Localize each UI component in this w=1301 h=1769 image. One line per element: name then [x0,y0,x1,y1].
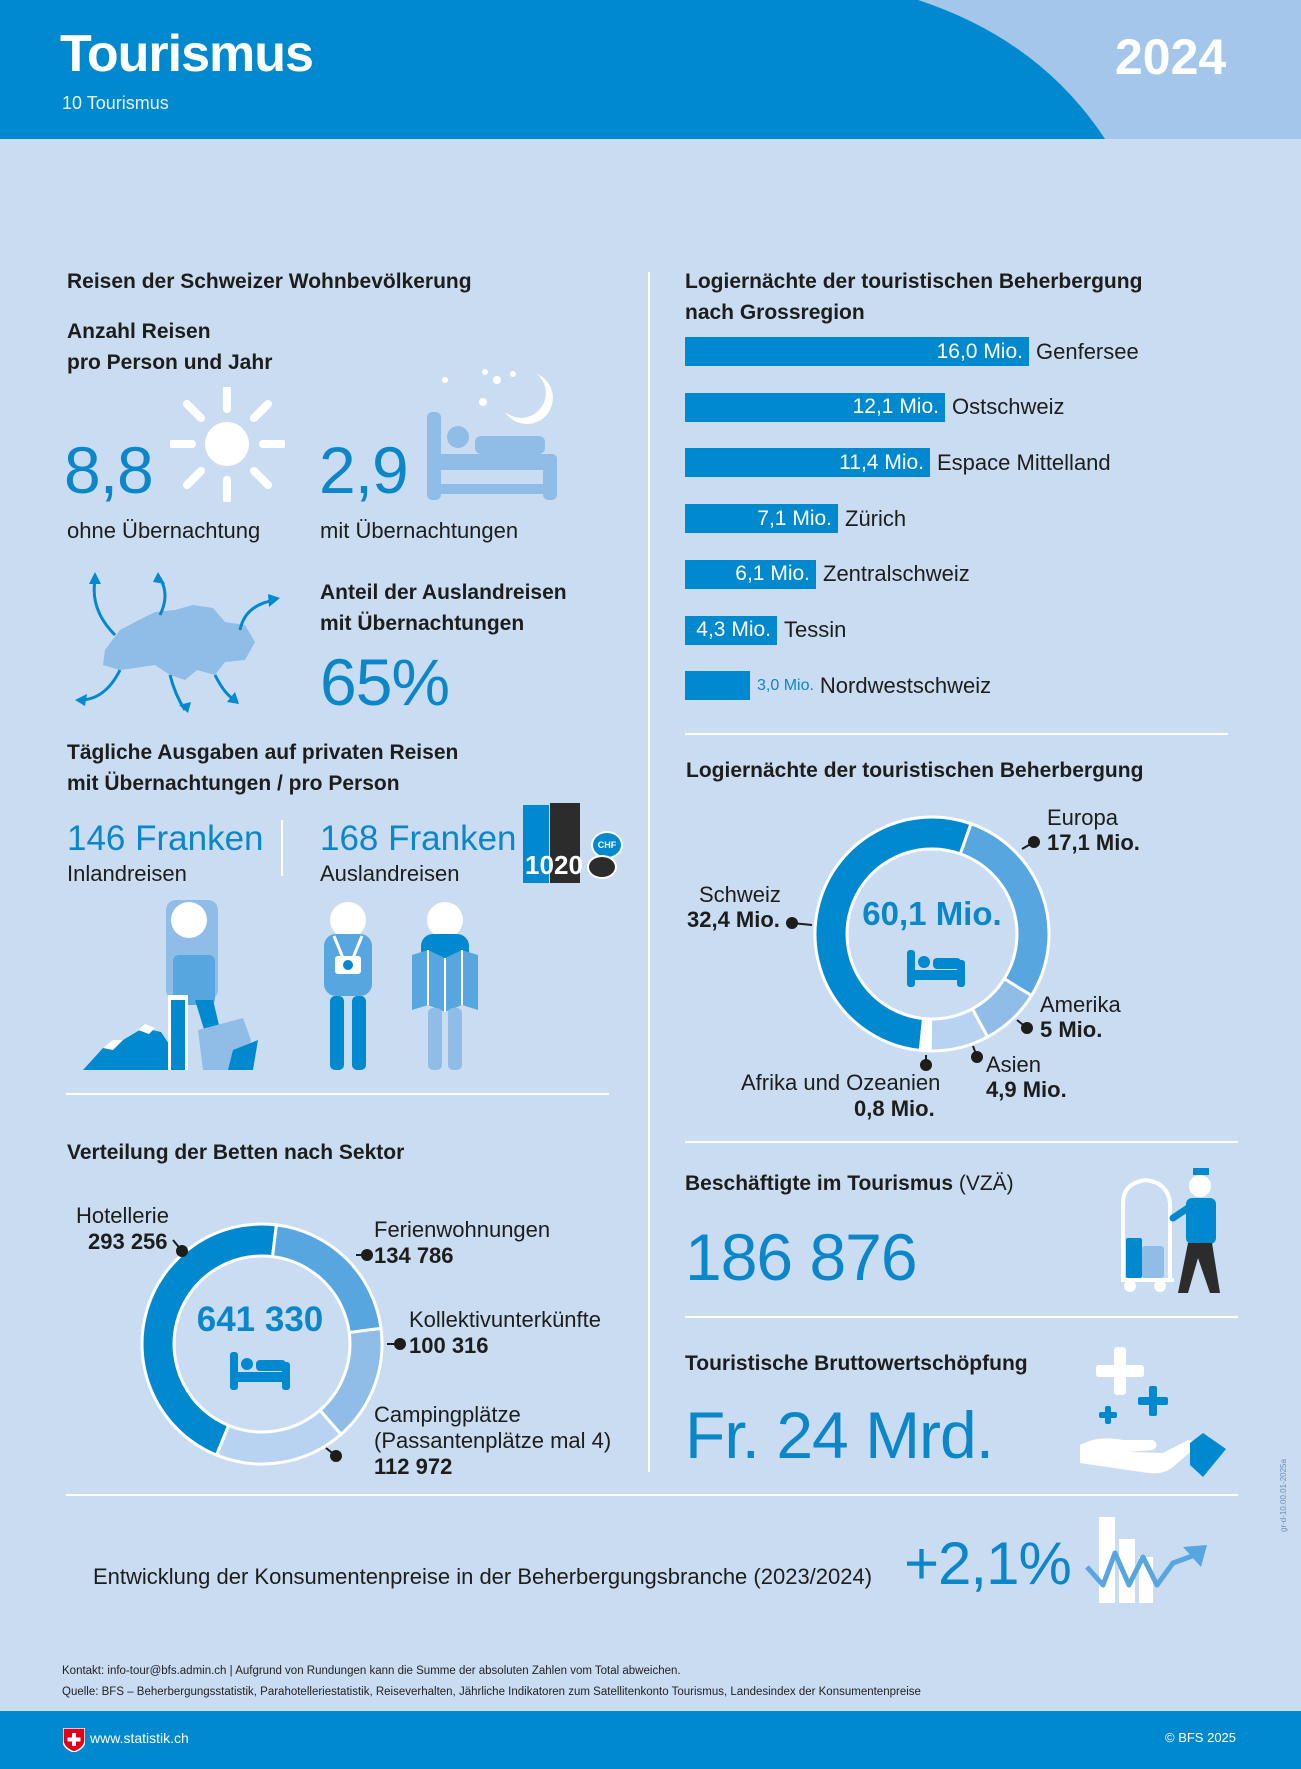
region-bar-row [685,616,846,645]
bed-moon-icon [425,362,560,502]
region-bar [685,448,930,477]
banknotes-icon: 10 20 CHF [523,803,621,883]
region-bar-label: Nordwestschweiz [819,672,992,698]
tourist-map-icon [410,900,480,1072]
prices-label: Entwicklung der Konsumentenpreise in der Beherbergungsbranche (2023/2024) [93,1564,873,1589]
region-bar-value: 3,0 Mio. [757,676,814,694]
page-title: Tourismus [60,25,313,83]
abroad-spending-label: Auslandreisen [320,861,460,886]
bed-icon [230,1352,290,1390]
beds-apartments-label: Ferienwohnungen [374,1217,551,1242]
region-bar [685,337,1029,366]
region-bar-label: Genfersee [1036,338,1139,364]
value-added-value: Fr. 24 Mrd. [685,1398,994,1472]
tourist-camera-icon [320,900,380,1072]
prices-value: +2,1% [904,1530,1071,1597]
trips-with-value: 2,9 [319,433,408,507]
region-bar-value: 11,4 Mio. [839,450,924,474]
nights-donut-chart [813,815,1051,1053]
regions-heading-line2: nach Grossregion [685,301,865,324]
employment-heading-row [685,1172,1014,1196]
beds-camping-sublabel: (Passantenplätze mal 4) [374,1428,612,1453]
domestic-spending-value: 146 Franken [67,819,264,858]
swiss-crest-icon [63,1728,85,1752]
beds-hotels-value: 293 256 [88,1229,168,1254]
abroad-heading-line2: mit Übernachtungen [320,612,525,635]
beds-collective-label: Kollektivunterkünfte [409,1307,601,1332]
nights-africa-label: Afrika und Ozeanien [741,1070,941,1095]
spending-divider [281,820,283,876]
nights-swiss-label: Schweiz [699,882,781,907]
footer-bar [0,1711,1301,1769]
region-bar-value: 16,0 Mio. [936,339,1023,363]
nights-segment-0 [815,817,971,1050]
footer-url[interactable]: www.statistik.ch [90,1730,189,1746]
header-banner [0,0,1301,139]
domestic-spending-label: Inlandreisen [67,861,187,886]
employment-heading: Beschäftigte im Tourismus [685,1172,953,1195]
region-bar-row [685,393,1064,422]
region-bar [685,504,838,533]
nights-swiss-value: 32,4 Mio. [687,907,780,932]
hiker-icon [83,900,258,1072]
nights-europe-value: 17,1 Mio. [1047,830,1140,855]
beds-camping-value: 112 972 [374,1454,453,1479]
regions-heading-line1: Logiernächte der touristischen Beherbergung [685,270,1143,293]
region-bar-row [685,560,970,589]
page-subtitle: 10 Tourismus [62,93,169,113]
right-divider-1 [685,733,1228,735]
region-bar-label: Espace Mittelland [937,449,1111,475]
contact-note: Kontakt: info-tour@bfs.admin.ch | Aufgrund von Rundungen kann die Summe der absoluten Zahlen vom Total abweichen. [62,1665,681,1677]
nights-heading: Logiernächte der touristischen Beherbergung [686,759,1144,782]
trips-without-value: 8,8 [64,433,153,507]
region-bar-row [685,337,1139,366]
region-bar-value: 7,1 Mio. [757,506,832,530]
beds-heading: Verteilung der Betten nach Sektor [67,1141,405,1164]
region-bar [685,560,816,589]
nights-total: 60,1 Mio. [862,895,1002,932]
region-bar [685,616,777,645]
nights-segment-4 [920,1019,930,1051]
hotel-porter-icon [1118,1168,1226,1296]
hand-plus-icon [1078,1345,1228,1480]
beds-camping-label: Campingplätze [374,1402,521,1427]
nights-asia-value: 4,9 Mio. [986,1077,1067,1102]
beds-hotels-label: Hotellerie [76,1203,169,1228]
source-note: Quelle: BFS – Beherbergungsstatistik, Parahotelleriestatistik, Reiseverhalten, Jährliche Indikatoren zum Satellitenkonto Tourismus, Landesindex der Konsumentenpreise [62,1686,921,1698]
abroad-heading-line1: Anteil der Auslandreisen [320,581,567,604]
beds-apartments-value: 134 786 [374,1243,454,1268]
region-bar-value: 4,3 Mio. [696,618,771,641]
beds-segment-3 [217,1410,341,1464]
nights-asia-label: Asien [986,1052,1042,1077]
travel-heading: Reisen der Schweizer Wohnbevölkerung [67,270,472,293]
price-trend-icon [1085,1517,1210,1605]
year-label: 2024 [1115,29,1227,85]
region-bar-value: 12,1 Mio. [852,395,939,419]
region-bar-label: Zürich [845,505,907,531]
trips-without-label: ohne Übernachtung [67,518,261,543]
footer-copyright: © BFS 2025 [1165,1730,1237,1745]
nights-europe-label: Europa [1047,805,1118,830]
nights-bed-icon [907,950,965,987]
column-divider [648,272,650,1472]
region-bar-label: Zentralschweiz [823,561,970,587]
side-code: gr-d-10.00.01-2025a [1279,1459,1288,1532]
spending-heading-line2: mit Übernachtungen / pro Person [67,772,400,795]
beds-segment-2 [320,1328,382,1434]
beds-donut-chart [140,1222,384,1466]
region-bar-row [685,448,1111,477]
region-bar-row [685,504,906,533]
region-bar-value: 6,1 Mio. [735,562,810,586]
abroad-share-value: 65% [320,645,450,719]
sun-icon [170,387,285,502]
beds-collective-value: 100 316 [409,1333,489,1358]
region-bar [685,671,750,700]
bottom-divider [66,1494,1238,1496]
trips-heading-line1: Anzahl Reisen [67,320,211,343]
spending-heading-line1: Tägliche Ausgaben auf privaten Reisen [67,741,459,764]
value-added-heading: Touristische Bruttowertschöpfung [685,1352,1028,1375]
region-bar-label: Ostschweiz [952,394,1065,420]
nights-america-label: Amerika [1040,992,1121,1017]
right-divider-3 [685,1316,1238,1318]
trips-with-label: mit Übernachtungen [320,518,519,543]
nights-africa-value: 0,8 Mio. [854,1096,935,1121]
beds-total: 641 330 [196,1300,324,1339]
abroad-spending-value: 168 Franken [320,819,517,858]
nights-america-value: 5 Mio. [1040,1017,1103,1042]
left-divider [66,1093,609,1095]
region-bar-row [685,671,991,700]
employment-value: 186 876 [685,1220,917,1294]
right-divider-2 [685,1141,1238,1143]
region-bar-label: Tessin [784,617,847,642]
employment-unit: (VZÄ) [958,1172,1014,1195]
trips-heading-line2: pro Person und Jahr [67,351,273,374]
switzerland-map-icon [75,570,285,715]
region-bar [685,393,945,422]
